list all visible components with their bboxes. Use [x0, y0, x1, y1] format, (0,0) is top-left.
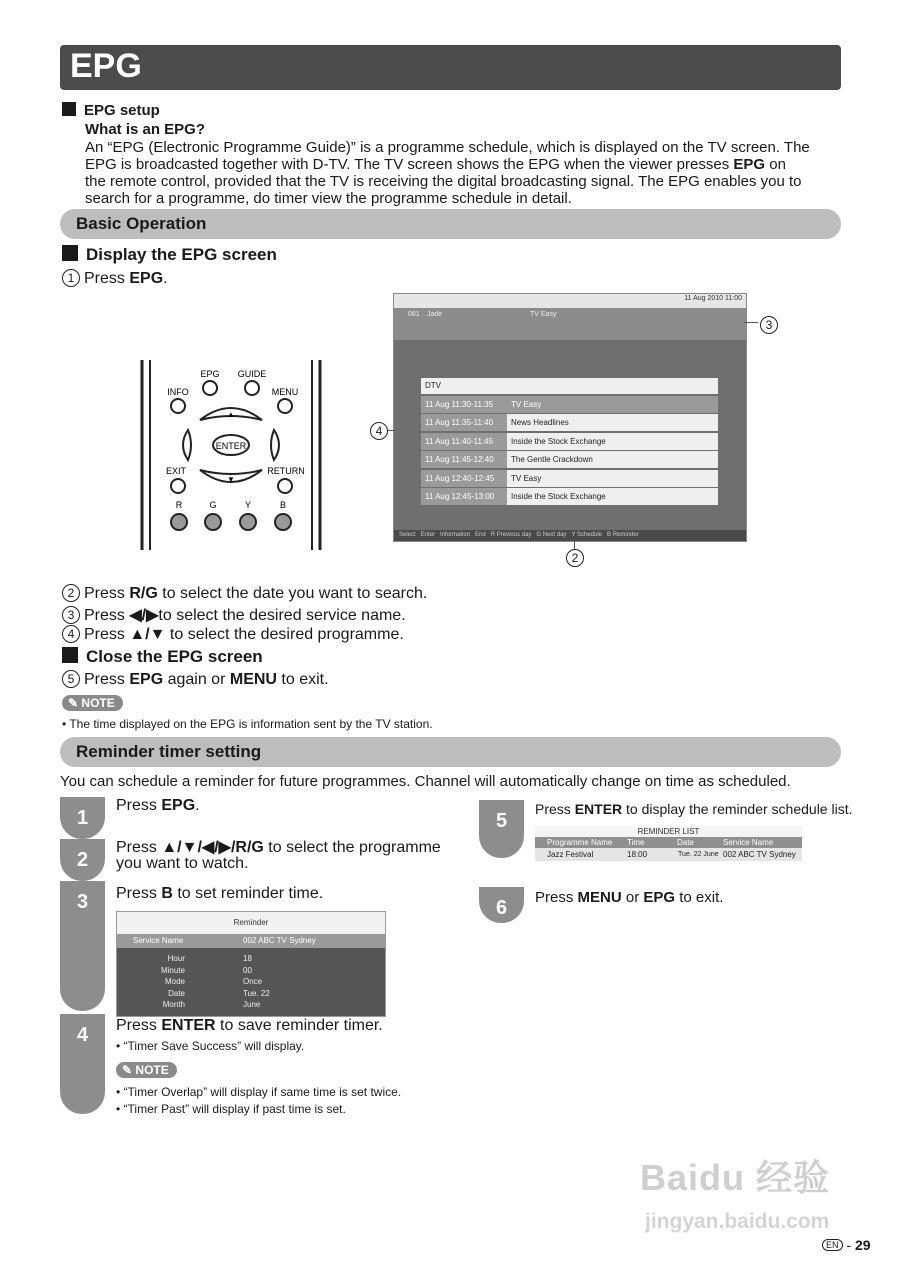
reminder-step-2: Press ▲/▼/◀/▶/R/G to select the programme you want to watch. — [116, 839, 441, 872]
note-line-2: • “Timer Past” will display if past time is set. — [116, 1102, 346, 1116]
step-3: 3 Press ◀/▶to select the desired service name. — [62, 605, 406, 625]
note-text: • The time displayed on the EPG is information sent by the TV station. — [62, 717, 433, 731]
epg-date-bar: 11 Aug 2010 11:00 — [394, 294, 746, 308]
reminder-timer-bar: Reminder timer setting — [60, 737, 841, 767]
page-number-area: EN - 29 — [822, 1237, 871, 1253]
reminder-step-1: Press EPG. — [116, 797, 200, 814]
menu-key-label: MENU — [271, 387, 299, 397]
r-button — [171, 514, 187, 530]
epg-screen-illustration — [393, 293, 747, 542]
callout-2: 2 — [566, 549, 588, 568]
right-arrow-key — [271, 430, 279, 460]
reminder-step-4-bullet: • “Timer Save Success” will display. — [116, 1039, 305, 1053]
exit-button — [171, 479, 185, 493]
epg-row: 11 Aug 11:45-12:40 The Gentle Crackdown — [421, 451, 718, 468]
y-key-label: Y — [244, 500, 252, 510]
g-key-label: G — [209, 500, 217, 510]
left-arrow-key — [183, 430, 191, 460]
step-number-5: 5 — [479, 800, 524, 858]
epg-row: 11 Aug 11:35-11:40 News Headlines — [421, 414, 718, 431]
reminder-step-4: Press ENTER to save reminder timer. — [116, 1017, 383, 1034]
display-epg-heading: Display the EPG screen — [62, 245, 277, 265]
step-number-4: 4 — [60, 1014, 105, 1114]
reminder-step-3: Press B to set reminder time. — [116, 885, 324, 902]
table-row: Jazz Festival 18:00 Tue. 22 June 002 ABC TV Sydney — [535, 848, 802, 861]
basic-operation-bar: Basic Operation — [60, 209, 841, 239]
epg-row: 11 Aug 11:40-11:45 Inside the Stock Exchange — [421, 433, 718, 450]
epg-key-label: EPG — [200, 369, 220, 379]
note-badge: ✎ NOTE — [116, 1061, 177, 1079]
step-number-6: 6 — [479, 887, 524, 923]
step-number-1: 1 — [60, 797, 105, 839]
exit-key-label: EXIT — [165, 466, 187, 476]
square-bullet-icon — [62, 647, 78, 663]
epg-footer-hints: Select Enter Information End R Previous day G Next day Y Schedule B Reminder — [394, 530, 746, 541]
close-epg-heading: Close the EPG screen — [62, 647, 263, 667]
reminder-panel-title: Reminder — [117, 912, 385, 934]
pencil-icon: ✎ — [68, 696, 79, 710]
menu-button — [278, 399, 292, 413]
epg-programme-list — [421, 378, 718, 507]
reminder-step-6: Press MENU or EPG to exit. — [535, 889, 724, 906]
epg-setup-heading: EPG setup — [62, 102, 160, 120]
page-number: 29 — [854, 1237, 871, 1253]
step-number-3: 3 — [60, 881, 105, 1011]
epg-description: An “EPG (Electronic Programme Guide)” is a programme schedule, which is displayed on the TV screen. The EPG is broadcasted together with D-TV. The TV screen shows the EPG when the viewer presses EPG on the remote control, provided that the TV is receiving the digital broadcasting signal. The EPG enables you to search for a programme, do timer view the programme schedule in detail. — [85, 139, 810, 207]
r-key-label: R — [175, 500, 183, 510]
return-button — [278, 479, 292, 493]
callout-line — [388, 430, 396, 431]
step-5: 5 Press EPG again or MENU to exit. — [62, 670, 329, 689]
what-is-epg-heading: What is an EPG? — [85, 121, 206, 138]
remote-control-illustration — [138, 360, 328, 552]
step-1: 1 Press EPG. — [62, 269, 168, 288]
epg-button — [203, 381, 217, 395]
epg-row: 11 Aug 12:40-12:45 TV Easy — [421, 470, 718, 487]
baidu-watermark-url: jingyan.baidu.com — [645, 1210, 830, 1233]
enter-key-label: ENTER — [215, 441, 247, 451]
reminder-list: REMINDER LIST Programme Name Time Date Service Name Jazz Festival 18:00 Tue. 22 June 002 ABC TV Sydney — [535, 826, 802, 862]
callout-line — [574, 541, 575, 549]
down-arrow-icon: ▼ — [227, 475, 235, 484]
callout-3: 3 — [760, 316, 782, 335]
note-badge: ✎ NOTE — [62, 694, 123, 712]
pencil-icon: ✎ — [122, 1063, 133, 1077]
reminder-intro: You can schedule a reminder for future programmes. Channel will automatically change on time as scheduled. — [60, 773, 791, 790]
g-button — [205, 514, 221, 530]
b-key-label: B — [279, 500, 287, 510]
reminder-step-5: Press ENTER to display the reminder schedule list. — [535, 801, 853, 817]
epg-channel-bar: 081 Jade TV Easy — [394, 308, 746, 340]
reminder-list-header: Programme Name Time Date Service Name — [535, 837, 802, 848]
epg-row: 11 Aug 12:45-13:00 Inside the Stock Exchange — [421, 488, 718, 505]
title-bar — [60, 45, 841, 90]
y-button — [240, 514, 256, 530]
step-2: 2 Press R/G to select the date you want to search. — [62, 584, 427, 603]
callout-line — [744, 322, 758, 323]
baidu-watermark: Baidu 经验 — [640, 1157, 831, 1198]
up-arrow-icon: ▲ — [227, 410, 235, 419]
note-line-1: • “Timer Overlap” will display if same time is set twice. — [116, 1085, 402, 1099]
return-key-label: RETURN — [267, 466, 305, 476]
reminder-panel: Reminder Service Name 002 ABC TV Sydney Hour 18 Minute 00 Mode Once Date Tue. 22 Month June — [116, 911, 386, 1017]
epg-row: 11 Aug 11:30-11:35 TV Easy — [421, 396, 718, 413]
step-number-2: 2 — [60, 839, 105, 881]
callout-4: 4 — [370, 422, 392, 441]
language-badge: EN — [822, 1239, 843, 1251]
service-name-row: Service Name 002 ABC TV Sydney — [117, 934, 385, 948]
step-4: 4 Press ▲/▼ to select the desired programme. — [62, 625, 404, 644]
epg-list-header: DTV — [421, 378, 718, 394]
square-bullet-icon — [62, 102, 76, 116]
guide-button — [245, 381, 259, 395]
b-button — [275, 514, 291, 530]
info-button — [171, 399, 185, 413]
guide-key-label: GUIDE — [237, 369, 267, 379]
square-bullet-icon — [62, 245, 78, 261]
info-key-label: INFO — [167, 387, 189, 397]
page-title: EPG — [70, 47, 142, 85]
